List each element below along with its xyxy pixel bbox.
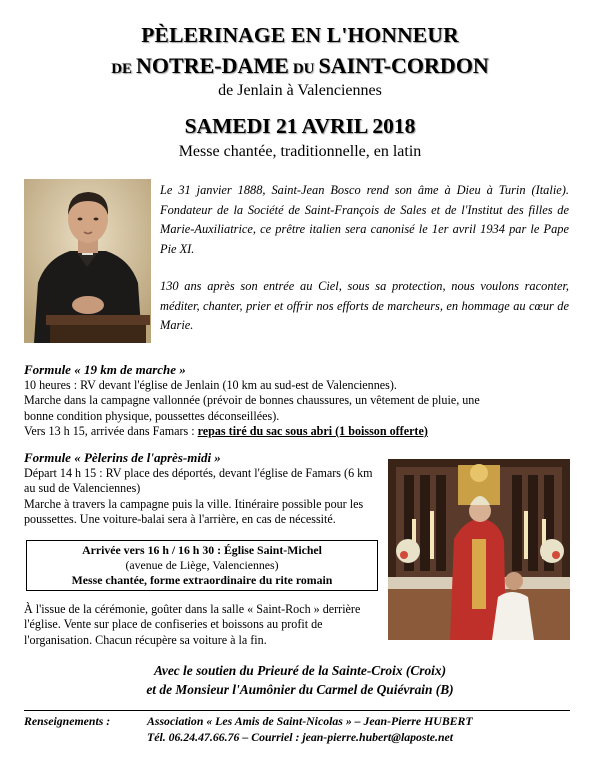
mass-altar-icon	[388, 459, 570, 640]
route-subtitle: de Jenlain à Valenciennes	[218, 82, 382, 99]
event-date: SAMEDI 21 AVRIL 2018	[184, 114, 416, 138]
title-du: DU	[292, 61, 315, 77]
formule-line	[24, 424, 484, 439]
support-line: Avec le soutien du Prieuré de la Sainte-Croix (Croix)	[153, 663, 447, 678]
title-notre-dame: NOTRE-DAME	[136, 53, 289, 78]
page-title: PÈLERINAGE EN L'HONNEUR	[141, 23, 459, 47]
formule-marche	[24, 361, 484, 439]
formule-apres-midi	[24, 449, 386, 527]
arrival-address: (avenue de Liège, Valenciennes)	[125, 558, 279, 573]
intro-paragraph: 130 ans après son entrée au Ciel, sous sa protection, nous voulons raconter, méditer, chanter, prier et offrir nos efforts de marcheurs, en hommage au cœur de Marie.	[160, 279, 569, 332]
arrival-mass: Messe chantée, forme extraordinaire du rite romain	[71, 573, 333, 588]
formule-line: 10 heures : RV devant l'église de Jenlain (10 km au sud-est de Valenciennes).	[24, 378, 397, 392]
priest-portrait-image	[24, 179, 151, 343]
arrival-title: Arrivée vers 16 h / 16 h 30 : Église Saint-Michel	[82, 543, 322, 557]
contact-label: Renseignements :	[24, 714, 111, 728]
mass-description: Messe chantée, traditionnelle, en latin	[178, 143, 422, 160]
intro-paragraph: Le 31 janvier 1888, Saint-Jean Bosco rend son âme à Dieu à Turin (Italie). Fondateur de la Société de Saint-François de Sales et de l'Institut des filles de Marie-Auxiliatrice, ce prêtre italien sera canonisé le 1er avril 1934 par le Pape Pie XI.	[160, 183, 569, 256]
contact-phone-email: Tél. 06.24.47.66.76 – Courriel : jean-pierre.hubert@laposte.net	[147, 729, 454, 744]
meal-info: repas tiré du sac sous abri (1 boisson offerte)	[197, 423, 428, 438]
arrival-famars: Vers 13 h 15, arrivée dans Famars :	[24, 423, 198, 438]
formule-line: Marche dans la campagne vallonnée (prévoir de bonnes chaussures, un vêtement de pluie, une bonne condition physique, poussettes déconseillées).	[24, 393, 480, 423]
contact-association: Association « Les Amis de Saint-Nicolas » – Jean-Pierre HUBERT	[147, 714, 473, 728]
page-title-line2	[0, 52, 600, 83]
support-text	[0, 661, 600, 699]
title-saint-cordon: SAINT-CORDON	[318, 53, 489, 78]
closing-text: À l'issue de la cérémonie, goûter dans la salle « Saint-Roch » derrière l'église. Vente sur place de confiseries et boissons au profit de l'organisation. Chacun récupère sa voiture à la fin.	[24, 602, 361, 647]
support-line: et de Monsieur l'Aumônier du Carmel de Quiévrain (B)	[146, 682, 454, 697]
arrival-box	[26, 540, 378, 591]
formule-title: Formule « 19 km de marche »	[24, 362, 186, 377]
formule-line: Départ 14 h 15 : RV place des déportés, devant l'église de Famars (6 km au sud de Valenciennes)	[24, 466, 373, 496]
title-de: DE	[111, 61, 133, 77]
formule-title: Formule « Pèlerins de l'après-midi »	[24, 450, 221, 465]
intro-text	[160, 181, 569, 336]
formule-line: Marche à travers la campagne puis la ville. Itinéraire possible pour les poussettes. Une voiture-balai sera à l'arrière, en cas de nécessité.	[24, 496, 364, 526]
priest-portrait-icon	[24, 179, 151, 343]
divider	[24, 710, 570, 711]
mass-photo-image	[388, 459, 570, 640]
